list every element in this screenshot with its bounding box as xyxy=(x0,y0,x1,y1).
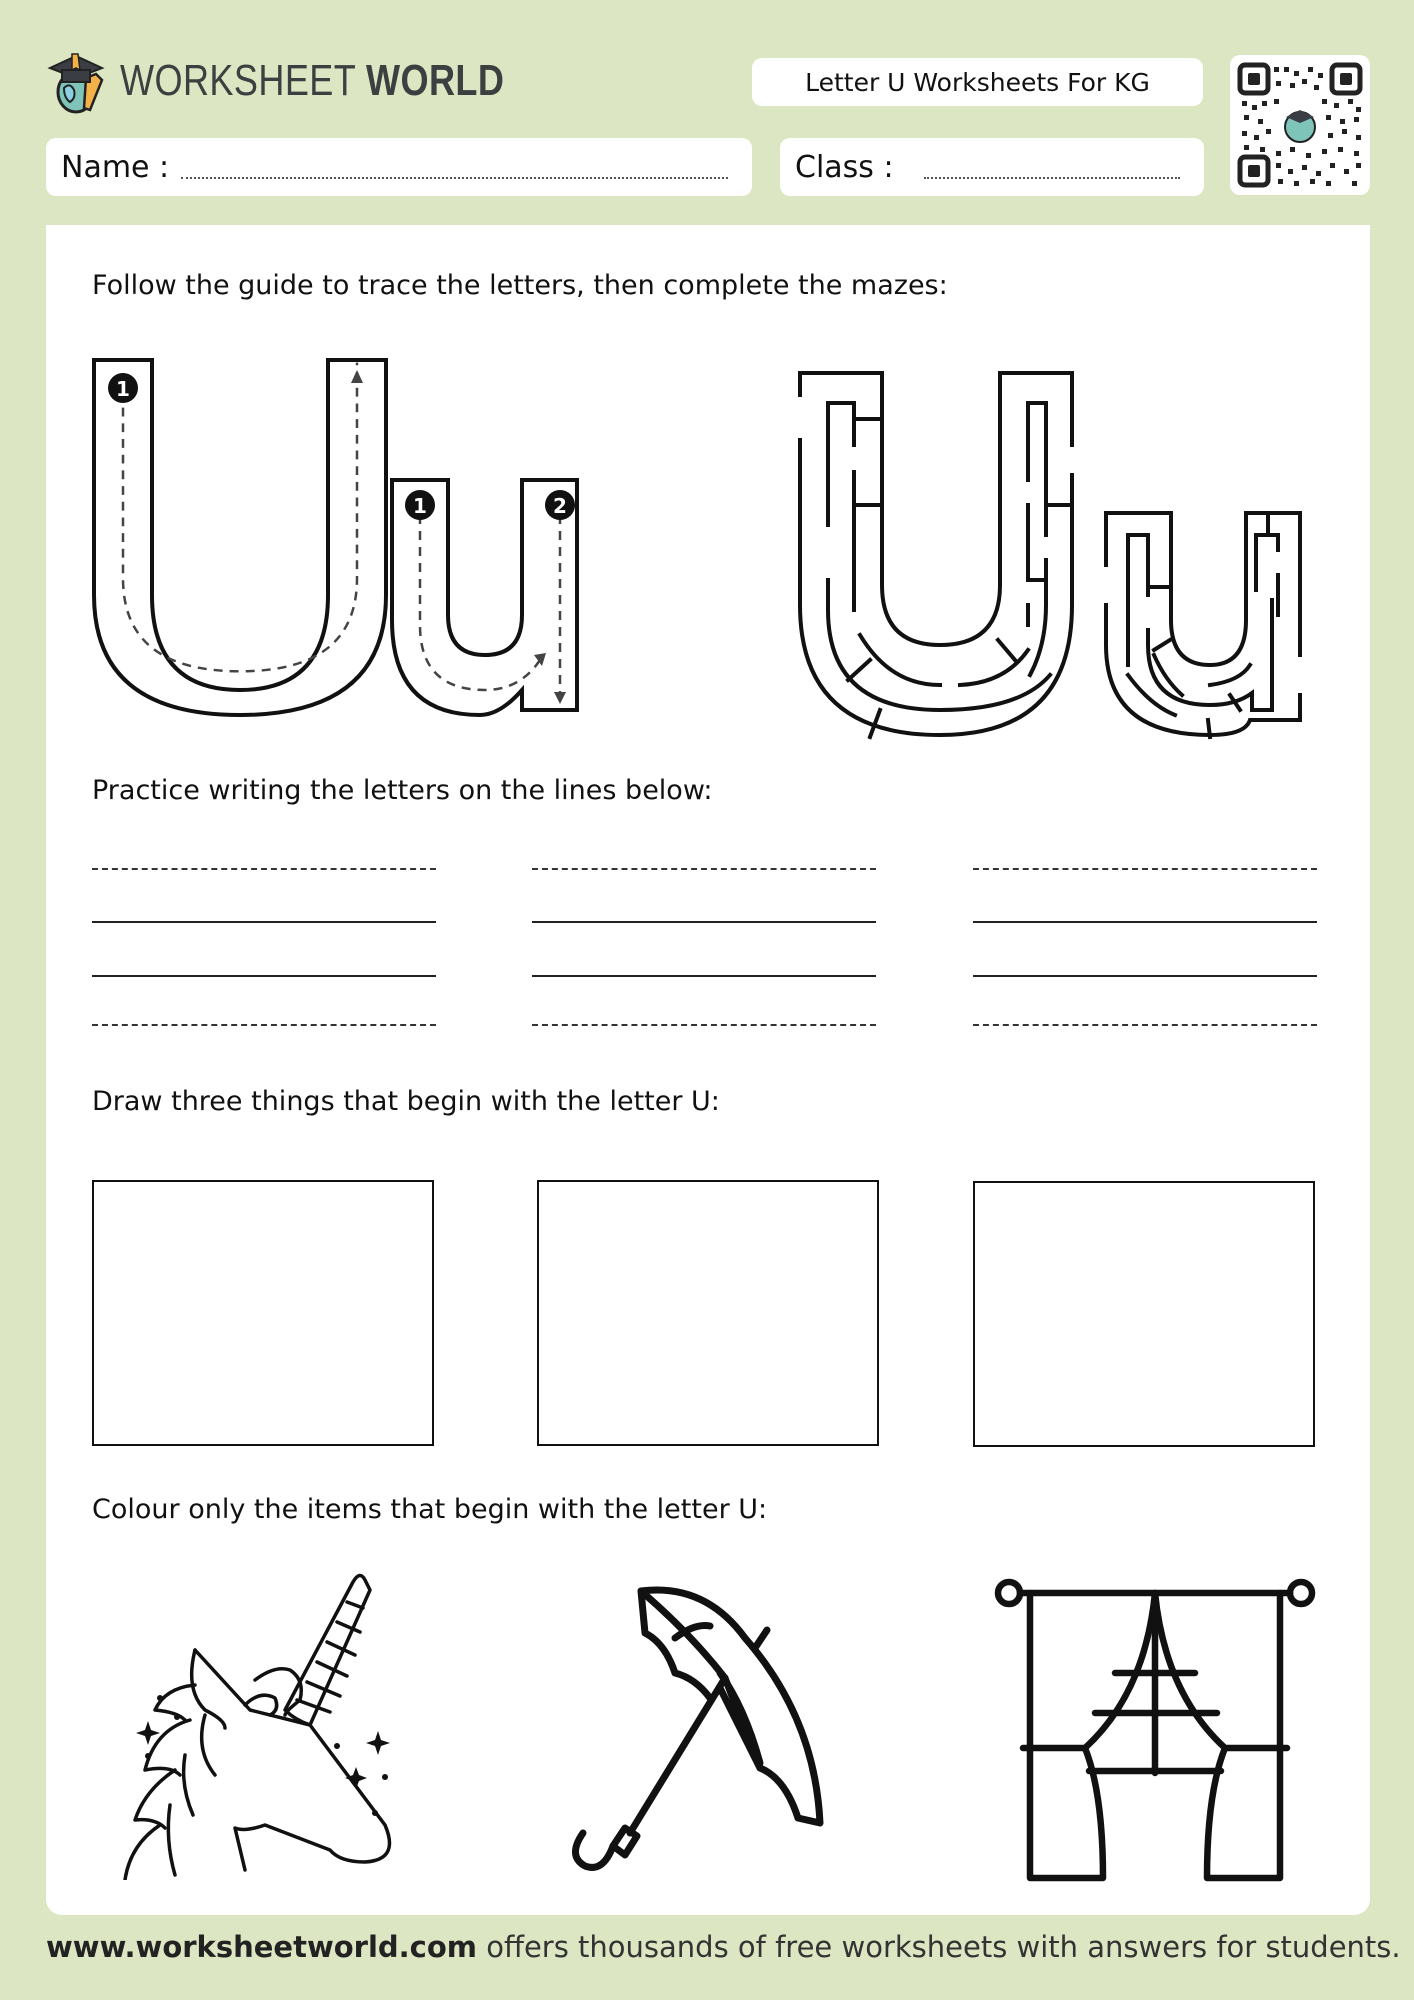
step-1-badge: 1 xyxy=(116,377,130,401)
practice-instruction: Practice writing the letters on the lines below: xyxy=(92,775,713,806)
trace-instruction: Follow the guide to trace the letters, then complete the mazes: xyxy=(92,270,948,301)
drawing-box-1[interactable] xyxy=(92,1180,434,1446)
name-line[interactable] xyxy=(181,177,728,179)
class-field[interactable] xyxy=(780,138,1204,196)
letter-tracing-guide[interactable] xyxy=(90,355,610,725)
umbrella-icon[interactable] xyxy=(555,1578,875,1888)
brand-logo xyxy=(46,48,589,114)
globe-grad-cap-icon xyxy=(46,48,110,114)
drawing-box-3[interactable] xyxy=(973,1181,1315,1447)
worksheet-title: Letter U Worksheets For KG xyxy=(752,58,1203,106)
curtains-icon[interactable] xyxy=(985,1573,1325,1883)
draw-instruction: Draw three things that begin with the letter U: xyxy=(92,1086,720,1117)
class-label: Class : xyxy=(795,149,894,185)
footer-url[interactable]: www.worksheetworld.com xyxy=(46,1930,478,1964)
brand-name: WORKSHEET WORLD xyxy=(120,56,505,105)
letter-maze[interactable] xyxy=(790,365,1320,745)
footer-text: www.worksheetworld.com offers thousands of free worksheets with answers for students. xyxy=(46,1930,1401,1964)
unicorn-icon[interactable] xyxy=(85,1570,405,1880)
svg-text:1: 1 xyxy=(413,494,427,518)
colour-instruction: Colour only the items that begin with the letter U: xyxy=(92,1494,768,1525)
class-line[interactable] xyxy=(924,177,1180,179)
svg-text:2: 2 xyxy=(553,494,567,518)
qr-code-icon[interactable] xyxy=(1230,55,1370,195)
name-label: Name : xyxy=(61,149,170,185)
drawing-box-2[interactable] xyxy=(537,1180,879,1446)
name-field[interactable] xyxy=(46,138,752,196)
